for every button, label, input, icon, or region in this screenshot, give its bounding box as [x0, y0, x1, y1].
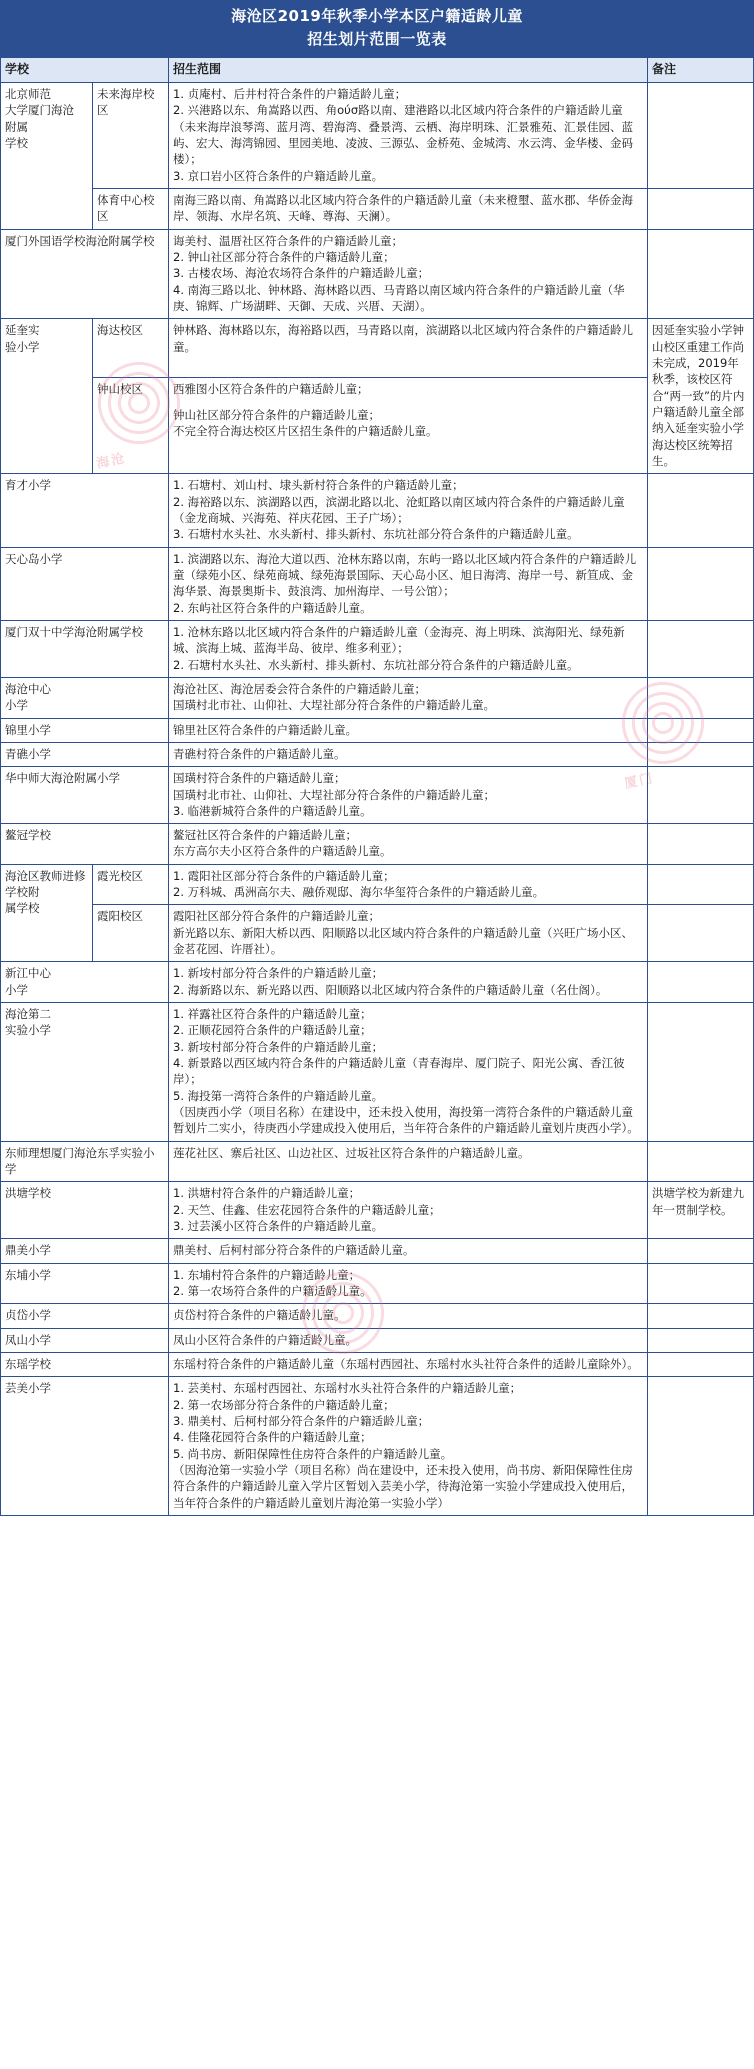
table-row — [1, 620, 754, 677]
scope-line: 2. 钟山社区部分符合条件的户籍适龄儿童； — [173, 249, 395, 264]
scope-line: 2. 石塘村水头社、水头新村、排头新村、东坑社部分符合条件的户籍适龄儿童。 — [173, 657, 579, 672]
admission-scope-cell — [169, 742, 648, 766]
school-name-line: 海沧中心 — [5, 681, 51, 696]
school-name-line: 延奎实 — [5, 323, 40, 338]
school-name-cell — [1, 824, 169, 865]
table-row — [1, 864, 754, 905]
table-row — [1, 1239, 754, 1263]
remark-cell — [648, 1377, 754, 1516]
scope-line: 3. 京口岩小区符合条件的户籍适龄儿童。 — [173, 168, 384, 183]
admission-scope-cell — [169, 1304, 648, 1328]
table-row — [1, 1377, 754, 1516]
remark-cell — [648, 864, 754, 905]
table-row — [1, 474, 754, 547]
school-name-line: 实验小学 — [5, 1023, 51, 1038]
school-name-line: 学校 — [5, 136, 28, 151]
scope-line: 3. 古楼农场、海沧农场符合条件的户籍适龄儿童； — [173, 266, 430, 281]
school-name-line: 锦里小学 — [5, 722, 51, 737]
school-name-cell — [1, 767, 169, 824]
scope-line: 1. 芸美村、东瑶村西园社、东瑶村水头社符合条件的户籍适龄儿童； — [173, 1381, 522, 1396]
scope-line: 钟山社区部分符合条件的户籍适龄儿童； — [173, 407, 381, 422]
watermark-text-left: 海沧 — [95, 450, 128, 472]
scope-line: 贞岱村符合条件的户籍适龄儿童。 — [173, 1308, 346, 1323]
school-name-cell — [1, 474, 169, 547]
remark-cell — [648, 620, 754, 677]
remark-cell — [648, 1239, 754, 1263]
table-row — [1, 1353, 754, 1377]
scope-line: 1. 洪塘村符合条件的户籍适龄儿童； — [173, 1186, 361, 1201]
table-row — [1, 824, 754, 865]
title-line-1: 海沧区2019年秋季小学本区户籍适龄儿童 — [231, 7, 523, 25]
admission-scope-table — [0, 57, 754, 1516]
school-name-cell — [1, 718, 169, 742]
scope-line: 鳌冠社区符合条件的户籍适龄儿童； — [173, 828, 358, 843]
table-row — [1, 1141, 754, 1182]
school-name-line: 贞岱小学 — [5, 1308, 51, 1323]
admission-scope-cell — [169, 864, 648, 905]
scope-line: 1. 贞庵村、后井村符合条件的户籍适龄儿童； — [173, 87, 407, 102]
table-row — [1, 229, 754, 319]
table-row — [1, 83, 754, 189]
school-name-line: 东师理想厦门海沧东孚实验小学 — [5, 1145, 155, 1177]
remark-cell — [648, 742, 754, 766]
title-line-2: 招生划片范围一览表 — [307, 29, 447, 48]
table-row — [1, 718, 754, 742]
school-name-line: 厦门双十中学海沧附属学校 — [5, 624, 143, 639]
table-row — [1, 1304, 754, 1328]
scope-line: 4. 佳隆花园符合条件的户籍适龄儿童； — [173, 1430, 372, 1445]
school-name-cell — [1, 319, 93, 474]
scope-line: 青礁村符合条件的户籍适龄儿童。 — [173, 746, 346, 761]
school-name-line: 青礁小学 — [5, 746, 51, 761]
scope-line: 凤山小区符合条件的户籍适龄儿童。 — [173, 1332, 358, 1347]
school-name-line: 小学 — [5, 982, 28, 997]
school-name-cell — [1, 1304, 169, 1328]
table-body — [1, 83, 754, 1516]
scope-line: 4. 新景路以西区域内符合条件的户籍适龄儿童（青春海岸、厦门院子、阳光公寓、香江彼岸）； — [173, 1056, 625, 1087]
table-row — [1, 1003, 754, 1142]
school-name-line: 海沧区教师进修学校附 — [5, 868, 86, 900]
remark-cell — [648, 1353, 754, 1377]
school-name-cell — [1, 677, 169, 718]
scope-line: 莲花社区、寨后社区、山边社区、过坂社区符合条件的户籍适龄儿童。 — [173, 1145, 530, 1160]
scope-line: 2. 天竺、佳鑫、佳宏花园符合条件的户籍适龄儿童； — [173, 1202, 441, 1217]
scope-line: 国璜村北市社、山仰社、大埕社部分符合条件的户籍适龄儿童； — [173, 787, 496, 802]
scope-line: 3. 临港新城符合条件的户籍适龄儿童。 — [173, 803, 372, 818]
scope-line: 3. 鼎美村、后柯村部分符合条件的户籍适龄儿童； — [173, 1414, 430, 1428]
scope-line: 钟林路、海林路以东，海裕路以西，马青路以南，滨湖路以北区域内符合条件的户籍适龄儿童。 — [173, 323, 634, 354]
school-branch-cell: 霞光校区 — [93, 864, 169, 905]
admission-scope-cell — [169, 474, 648, 547]
scope-line: 4. 南海三路以北、钟林路、海林路以西、马青路以南区域内符合条件的户籍适龄儿童（华庚、锦辉、广场湖畔、天御、天成、兴厝、天湖）。 — [173, 282, 625, 313]
scope-line: 1. 新垵村部分符合条件的户籍适龄儿童； — [173, 966, 384, 981]
page-title — [0, 0, 754, 57]
scope-line: 南海三路以南、角嵩路以北区域内符合条件的户籍适龄儿童（未来橙壐、蓝水郡、华侨金海岸、领海、水岸名筑、天峰、尊海、天澜）。 — [173, 193, 634, 224]
scope-line: 海沧社区、海沧居委会符合条件的户籍适龄儿童； — [173, 681, 427, 696]
school-name-cell — [1, 1353, 169, 1377]
remark-cell — [648, 962, 754, 1003]
scope-line: 2. 东屿社区符合条件的户籍适龄儿童。 — [173, 600, 372, 615]
column-header-school: 学校 — [1, 58, 169, 83]
school-name-cell — [1, 1263, 169, 1304]
remark-cell — [648, 1304, 754, 1328]
scope-line: 2. 海裕路以东、滨湖路以西，滨湖北路以北、沧虹路以南区域内符合条件的户籍适龄儿童（金龙商城、兴海苑、祥庆花园、王子广场）； — [173, 494, 625, 525]
school-name-cell — [1, 1239, 169, 1263]
scope-line: 锦里社区符合条件的户籍适龄儿童。 — [173, 722, 358, 737]
admission-scope-cell — [169, 1182, 648, 1239]
school-name-line: 鳌冠学校 — [5, 828, 51, 843]
remark-cell — [648, 474, 754, 547]
table-row — [1, 1263, 754, 1304]
admission-scope-cell — [169, 1239, 648, 1263]
table-row — [1, 1328, 754, 1352]
scope-line: 东瑶村符合条件的户籍适龄儿童（东瑶村西园社、东瑶村水头社符合条件的适龄儿童除外）。 — [173, 1357, 639, 1372]
admission-scope-cell — [169, 620, 648, 677]
remark-cell — [648, 1328, 754, 1352]
scope-line: 1. 石塘村、刘山村、埭头新村符合条件的户籍适龄儿童； — [173, 478, 464, 493]
school-name-cell — [1, 1377, 169, 1516]
school-name-line: 东埔小学 — [5, 1267, 51, 1282]
school-name-line: 鼎美小学 — [5, 1243, 51, 1258]
admission-scope-cell — [169, 905, 648, 962]
scope-line: （因海沧第一实验小学（项目名称）尚在建设中，还未投入使用，尚书房、新阳保障性住房符合条件的户籍适龄儿童入学片区暂划入芸美小学，待海沧第一实验小学建成投入使用后，当年符合条件的户籍适龄儿童划片海沧第一实验小学） — [173, 1462, 634, 1510]
table-row — [1, 547, 754, 620]
school-name-line: 属学校 — [5, 901, 40, 916]
scope-line: 1. 东埔村符合条件的户籍适龄儿童； — [173, 1267, 361, 1282]
scope-line: 2. 正顺花园符合条件的户籍适龄儿童； — [173, 1023, 372, 1038]
admission-scope-cell — [169, 189, 648, 230]
school-name-cell — [1, 620, 169, 677]
admission-scope-cell — [169, 677, 648, 718]
admission-scope-cell — [169, 547, 648, 620]
admission-scope-cell — [169, 962, 648, 1003]
school-branch-cell: 海达校区 — [93, 319, 169, 378]
remark-cell: 因延奎实验小学钟山校区重建工作尚未完成，2019年秋季，该校区符合“两一致”的片内户籍适龄儿童全部纳入延奎实验小学海达校区统筹招生。 — [648, 319, 754, 474]
school-branch-cell: 体育中心校区 — [93, 189, 169, 230]
scope-line: 西雅图小区符合条件的户籍适龄儿童； — [173, 382, 369, 397]
admission-scope-cell — [169, 229, 648, 319]
school-name-line: 华中师大海沧附属小学 — [5, 771, 120, 786]
scope-line: 1. 滨湖路以东、海沧大道以西、沧林东路以南，东屿一路以北区域内符合条件的户籍适龄儿童（绿苑小区、绿苑商城、绿苑海景国际、天心岛小区、旭日海湾、海岸一号、新笪成、金海华景、海景奥斯卡、鼓浪湾、加州海岸、一号公馆）； — [173, 551, 637, 599]
watermark-text-right: 厦门 — [623, 770, 656, 792]
school-branch-cell: 钟山校区 — [93, 378, 169, 474]
remark-cell — [648, 677, 754, 718]
admission-scope-cell — [169, 1263, 648, 1304]
scope-line: 1. 祥露社区符合条件的户籍适龄儿童； — [173, 1007, 372, 1022]
remark-cell — [648, 229, 754, 319]
scope-line: 东方高尔夫小区符合条件的户籍适龄儿童。 — [173, 844, 392, 859]
scope-line: 2. 万科城、禹洲高尔夫、融侨观邸、海尔华玺符合条件的户籍适龄儿童。 — [173, 885, 545, 900]
scope-line: 3. 新垵村部分符合条件的户籍适龄儿童； — [173, 1039, 384, 1054]
scope-line: 5. 海投第一湾符合条件的户籍适龄儿童。 — [173, 1088, 384, 1103]
scope-line: 不完全符合海达校区片区招生条件的户籍适龄儿童。 — [173, 424, 438, 439]
admission-scope-cell — [169, 378, 648, 474]
admission-scope-cell — [169, 824, 648, 865]
table-row — [1, 677, 754, 718]
admission-scope-cell — [169, 1353, 648, 1377]
remark-cell — [648, 718, 754, 742]
school-name-cell — [1, 1182, 169, 1239]
school-name-line: 附属 — [5, 119, 28, 134]
scope-line: 1. 霞阳社区部分符合条件的户籍适龄儿童； — [173, 868, 395, 883]
admission-scope-cell — [169, 1141, 648, 1182]
scope-line: 1. 沧林东路以北区域内符合条件的户籍适龄儿童（金海亮、海上明珠、滨海阳光、绿苑新城、滨海上城、蓝海半岛、彼岸、维多利亚）； — [173, 624, 625, 656]
remark-cell — [648, 547, 754, 620]
admission-scope-cell — [169, 718, 648, 742]
scope-line: 2. 兴港路以东、角嵩路以西、角ούσ路以南、建港路以北区域内符合条件的户籍适龄儿童（未来海岸浪琴湾、蓝月湾、碧海湾、叠景湾、云栖、海岸明珠、汇景雅苑、汇景佳园、蓝屿、宏大、海湾锦园、里园美地、凌波、三源弘、金桥苑、金城湾、水云湾、金华楼、金码楼）； — [173, 103, 634, 167]
table-row — [1, 1182, 754, 1239]
remark-cell — [648, 83, 754, 189]
column-header-scope: 招生范围 — [169, 58, 648, 83]
scope-line: 2. 第一农场部分符合条件的户籍适龄儿童； — [173, 1397, 395, 1412]
scope-line: 新光路以东、新阳大桥以西、阳顺路以北区域内符合条件的户籍适龄儿童（兴旺广场小区、金茗花园、许厝社）。 — [173, 925, 634, 957]
school-name-cell — [1, 1328, 169, 1352]
school-name-line: 东瑶学校 — [5, 1357, 51, 1372]
remark-cell — [648, 189, 754, 230]
scope-line: 诲美村、温厝社区符合条件的户籍适龄儿童； — [173, 233, 404, 248]
school-name-line: 北京师范 — [5, 87, 51, 102]
remark-cell: 洪塘学校为新建九年一贯制学校。 — [648, 1182, 754, 1239]
scope-line: 3. 石塘村水头社、水头新村、排头新村、东坑社部分符合条件的户籍适龄儿童。 — [173, 527, 579, 542]
school-name-line: 小学 — [5, 698, 28, 713]
admission-scope-cell — [169, 767, 648, 824]
school-branch-cell: 霞阳校区 — [93, 905, 169, 962]
school-name-line: 育才小学 — [5, 478, 51, 493]
school-name-line: 洪塘学校 — [5, 1186, 51, 1201]
school-name-line: 天心岛小学 — [5, 551, 63, 566]
school-name-line: 芸美小学 — [5, 1381, 51, 1396]
school-name-cell — [1, 1003, 169, 1142]
remark-cell — [648, 767, 754, 824]
school-name-line: 大学厦门海沧 — [5, 103, 74, 118]
school-name-line: 凤山小学 — [5, 1332, 51, 1347]
table-row — [1, 962, 754, 1003]
admission-scope-cell — [169, 1003, 648, 1142]
school-name-line: 海沧第二 — [5, 1007, 51, 1022]
table-row — [1, 767, 754, 824]
school-name-line: 新江中心 — [5, 966, 51, 981]
table-row — [1, 189, 754, 230]
scope-line: 国璜村北市社、山仰社、大埕社部分符合条件的户籍适龄儿童。 — [173, 698, 496, 713]
school-branch-cell: 未来海岸校区 — [93, 83, 169, 189]
school-name-cell — [1, 1141, 169, 1182]
admission-scope-cell — [169, 1328, 648, 1352]
scope-line-gap — [173, 398, 643, 407]
remark-cell — [648, 1263, 754, 1304]
scope-line: 5. 尚书房、新阳保障性住房符合条件的户籍适龄儿童。 — [173, 1446, 453, 1461]
remark-cell — [648, 1003, 754, 1142]
scope-line: 鼎美村、后柯村部分符合条件的户籍适龄儿童。 — [173, 1243, 415, 1258]
scope-line: 霞阳社区部分符合条件的户籍适龄儿童； — [173, 909, 381, 924]
column-header-remark: 备注 — [648, 58, 754, 83]
remark-cell — [648, 824, 754, 865]
school-name-cell — [1, 864, 93, 962]
table-row — [1, 378, 754, 474]
table-row — [1, 742, 754, 766]
school-name-cell — [1, 742, 169, 766]
admission-scope-cell — [169, 1377, 648, 1516]
scope-line: 2. 海新路以东、新光路以西、阳顺路以北区域内符合条件的户籍适龄儿童（名仕阁）。 — [173, 982, 608, 997]
table-header-row — [1, 58, 754, 83]
table-row — [1, 319, 754, 378]
school-name-line: 验小学 — [5, 339, 40, 354]
school-name-cell — [1, 962, 169, 1003]
table-row — [1, 905, 754, 962]
school-name-cell — [1, 229, 169, 319]
school-name-line: 厦门外国语学校海沧附属学校 — [5, 233, 155, 248]
admission-scope-cell — [169, 83, 648, 189]
scope-line: （因庚西小学（项目名称）在建设中，还未投入使用，海投第一湾符合条件的户籍适龄儿童暂划片二实小，待庚西小学建成投入使用后，当年符合条件的户籍适龄儿童划片庚西小学）。 — [173, 1105, 639, 1136]
school-name-cell — [1, 83, 93, 230]
scope-line: 3. 过芸溪小区符合条件的户籍适龄儿童。 — [173, 1219, 384, 1234]
remark-cell — [648, 1141, 754, 1182]
remark-cell — [648, 905, 754, 962]
admission-scope-cell — [169, 319, 648, 378]
scope-line: 国璜村符合条件的户籍适龄儿童； — [173, 771, 346, 786]
school-name-cell — [1, 547, 169, 620]
scope-line: 2. 第一农场符合条件的户籍适龄儿童。 — [173, 1284, 372, 1299]
